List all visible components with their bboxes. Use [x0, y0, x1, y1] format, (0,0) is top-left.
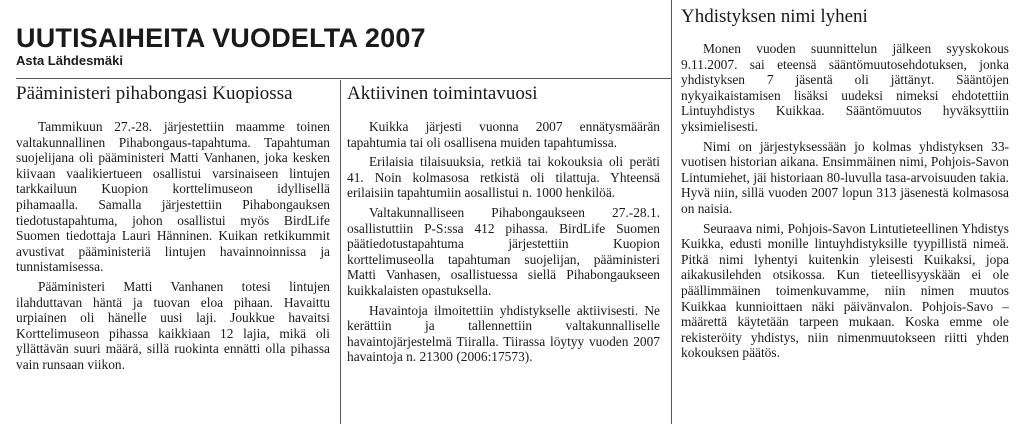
article-paragraph: Tammikuun 27.-28. järjestettiin maamme toinen valtakunnallinen Pihabongaus-tapahtuma. Tapahtuman suojelijana oli pääministeri Matti Vanhanen, joka kesken kiivaan vaalikiertueen osallistui varsinaiseen lintujen tarkkailuun Kuopion korttelimuseon idyllisellä pihamaalla. Samalla järjestettiin Pihabongauksen tiedotustapahtuma, johon osallistui myös BirdLife Suomen tiedottaja Lauri Hänninen. Kuikan retkikummit avustivat pääministeriä lintujen havainnoinnissa ja tunnistamisessa.	[16, 119, 330, 275]
article-paragraph: Erilaisia tilaisuuksia, retkiä tai kokouksia oli peräti 41. Noin kolmasosa retkistä oli tilattuja. Yhteensä erilaisiin tapahtumiin aosallistui n. 1000 henkilöä.	[347, 154, 660, 201]
article-paragraph: Valtakunnalliseen Pihabongaukseen 27.-28.1. osallistuttiin P-S:ssa 412 pihassa. BirdLife Suomen päätiedotustapahtuma järjestettiin Kuopion korttelimuseolla tapahtuman suojelijan, pääministeri Matti Vanhasen, osallistuessa siellä Pihabongaukseen kuikkalaisten opastuksella.	[347, 204, 660, 298]
article-body	[681, 41, 1009, 361]
column-divider-2	[671, 0, 672, 424]
article-heading: Aktiivinen toimintavuosi	[347, 83, 538, 104]
article-paragraph: Kuikka järjesti vuonna 2007 ennätysmäärän tapahtumia tai oli osallisena muiden tapahtumissa.	[347, 119, 660, 150]
article-paragraph: Monen vuoden suunnittelun jälkeen syyskokous 9.11.2007. sai eteensä sääntömuutosehdotuksen, jonka yhdistyksen 7 jäsentä oli jättänyt. Sääntöjen nykyaikaistamisen lisäksi uudeksi nimeksi ehdotettiin Lintuyhdistys Kuikkaa. Sääntömuutos hyväksyttiin yksimielisesti.	[681, 41, 1009, 134]
article-paragraph: Nimi on järjestyksessään jo kolmas yhdistyksen 33-vuotisen historian aikana. Ensimmäinen nimi, Pohjois-Savon Lintumiehet, jäi historiaan 80-luvulla tasa-arvoisuuden takia. Hyvä niin, sillä vuoden 2007 lopun 313 jäsenestä kolmasosa on naisia.	[681, 138, 1009, 216]
article-body	[16, 119, 330, 373]
title-rule	[16, 78, 672, 79]
article-heading: Pääministeri pihabongasi Kuopiossa	[16, 83, 293, 104]
article-column-1	[16, 83, 330, 377]
article-column-3	[681, 6, 1009, 365]
article-paragraph: Havaintoja ilmoitettiin yhdistykselle aktiivisesti. Ne kerättiin ja tallennettiin valtakunnalliselle havaintojärjestelmä Tiiralla. Tiirassa löytyy vuoden 2007 havaintoja n. 21300 (2006:17573).	[347, 302, 660, 365]
column-divider-1	[340, 80, 341, 424]
article-body	[347, 119, 660, 365]
page-title: UUTISAIHEITA VUODELTA 2007	[16, 23, 426, 53]
article-heading: Yhdistyksen nimi lyheni	[681, 6, 868, 27]
masthead	[16, 23, 426, 69]
article-paragraph: Seuraava nimi, Pohjois-Savon Lintutieteellinen Yhdistys Kuikka, edusti monille lintuyhdistyksille tyypillistä nimeä. Pitkä nimi lyhentyi kuitenkin yleisesti Kuikaksi, jopa aikakusilehden otsikossa. Kun tieteellisyyskään ei ole päällimmäinen toimenkuvamme, niin nimen muutos Kuikkaa kunnioittaen näki päivänvalon. Pohjois-Savo –määrettä käytetään tarpeen mukaan. Koska emme ole rekisteröity yhdistys, niin nimenmuutokseen riitti yhden kokouksen päätös.	[681, 220, 1009, 361]
article-column-2	[347, 83, 660, 369]
author-byline: Asta Lähdesmäki	[16, 53, 123, 68]
article-paragraph: Pääministeri Matti Vanhanen totesi lintujen ilahduttavan häntä ja tuovan eloa pihaan. Havaittu urpiainen oli hänelle uusi laji. Joukkue havaitsi Korttelimuseon pihassa kaikkiaan 12 lajia, mikä oli yllättävän suuri määrä, sillä ruokinta ennätti olla pihassa vain runsaan viikon.	[16, 278, 330, 372]
